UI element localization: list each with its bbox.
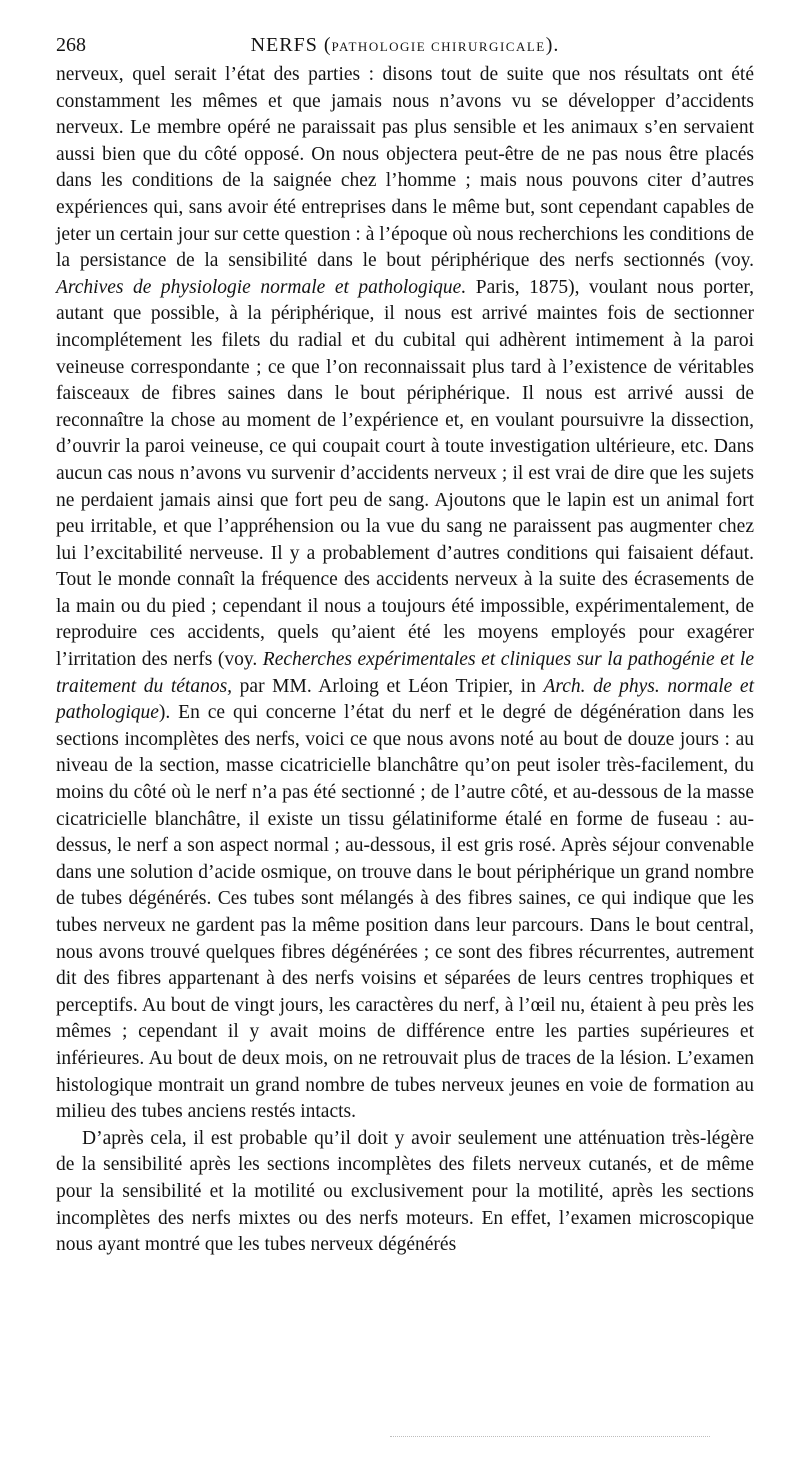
running-title-main: NERFS ( bbox=[250, 34, 332, 56]
running-title-sub: PATHOLOGIE CHIRURGICALE bbox=[331, 39, 546, 54]
citation-arch-phys: Arch. de phys. normale et pathologique bbox=[56, 675, 754, 724]
paragraph-1-part-a: nerveux, quel serait l’état des parties : disons tout de suite que nos résultats ont été constamment les mêmes et que jamais nous n’avons vu se développer d’accidents nerveux. Le membre opéré ne paraissait pas plus sensible et les animaux s’en servaient aussi bien que du côté opposé. On nous objectera peut-être de ne pas nous être placés dans les conditions de la saignée chez l’homme ; mais nous pouvons citer d’autres expériences qui, sans avoir été entreprises dans le même but, sont cependant capables de jeter un certain jour sur cette question : à l’époque où nous recherchions les conditions de la persistance de la sensibilité dans le bout périphérique des nerfs sectionnés (voy. bbox=[56, 64, 754, 272]
paragraph-1-part-c: par MM. Arloing et Léon Tripier, in bbox=[232, 675, 544, 697]
paragraph-1-part-b: Paris, 1875), voulant nous porter, autant que possible, à la périphérique, il nous est arrivé maintes fois de sectionner incomplétement les filets du radial et du cubital qui adhèrent intimement à la paroi veineuse correspondante ; ce que l’on reconnaissait plus tard à l’existence de véritables faisceaux de fibres saines dans le bout périphérique. Il nous est arrivé aussi de reconnaître la chose au moment de l’expérience et, en voulant poursuivre la dissection, d’ouvrir la paroi veineuse, ce qui coupait court à toute investigation ultérieure, etc. Dans aucun cas nous n’avons vu survenir d’accidents nerveux ; il est vrai de dire que les sujets ne perdaient jamais ainsi que fort peu de sang. Ajoutons que le lapin est un animal fort peu irritable, et que l’appréhension ou la vue du sang ne paraissent pas augmenter chez lui l’excitabilité nerveuse. Il y a probablement d’autres conditions qui faisaient défaut. Tout le monde connaît la fréquence des accidents nerveux à la suite des écrasements de la main ou du pied ; cependant il nous a toujours été impossible, expérimentalement, de reproduire ces accidents, quels qu’aient été les moyens employés pour exagérer l’irritation des nerfs (voy. bbox=[56, 276, 755, 671]
paragraph-1-part-d: ). En ce qui concerne l’état du nerf et le degré de dégénération dans les sections incomplètes des nerfs, voici ce que nous avons noté au bout de douze jours : au niveau de la section, masse cicatricielle blanchâtre qu’on peut isoler très-facilement, du moins du côté où le nerf n’a pas été sectionné ; de l’autre côté, et au-dessous de la masse cicatricielle blanchâtre, il existe un tissu gélatiniforme étalé en forme de fuseau : au-dessus, le nerf a son aspect normal ; au-dessous, il est gris rosé. Après séjour convenable dans une solution d’acide osmique, on trouve dans le bout périphérique un grand nombre de tubes dégénérés. Ces tubes sont mélangés à des fibres saines, ce qui indique que les tubes nerveux ne gardent pas la même position dans leur parcours. Dans le bout central, nous avons trouvé quelques fibres dégénérées ; ce sont des fibres récurrentes, autrement dit des fibres appartenant à des nerfs voisins et séparées de leurs centres trophiques et perceptifs. Au bout de vingt jours, les caractères du nerf, à l’œil nu, étaient à peu près les mêmes ; cependant il y avait moins de différence entre les parties supérieures et inférieures. Au bout de deux mois, on ne retrouvait plus de traces de la lésion. L’examen histologique montrait un grand nombre de tubes nerveux jeunes en voie de formation au milieu des tubes anciens restés intacts. bbox=[56, 702, 754, 1123]
page-number: 268 bbox=[56, 34, 86, 56]
citation-recherches: Recherches expérimentales et cliniques sur la pathogénie et le traitement du tétanos, bbox=[56, 649, 754, 697]
body-text bbox=[56, 62, 754, 1259]
running-title bbox=[56, 28, 754, 64]
paragraph-2: D’après cela, il est probable qu’il doit y avoir seulement une atténuation très-légère de la sensibilité après les sections incomplètes des filets nerveux cutanés, et de même pour la sensibilité et la motilité ou exclusivement pour la motilité, après les sections incomplètes des nerfs mixtes ou des nerfs moteurs. En effet, l’examen microscopique nous ayant montré que les tubes nerveux dégénérés bbox=[56, 1127, 754, 1256]
footer-rule bbox=[390, 1436, 710, 1437]
running-title-end: ). bbox=[545, 34, 560, 56]
page-header bbox=[56, 28, 754, 62]
paragraph-1 bbox=[56, 62, 754, 1126]
citation-archives: Archives de physiologie normale et pathologique. bbox=[56, 276, 467, 298]
